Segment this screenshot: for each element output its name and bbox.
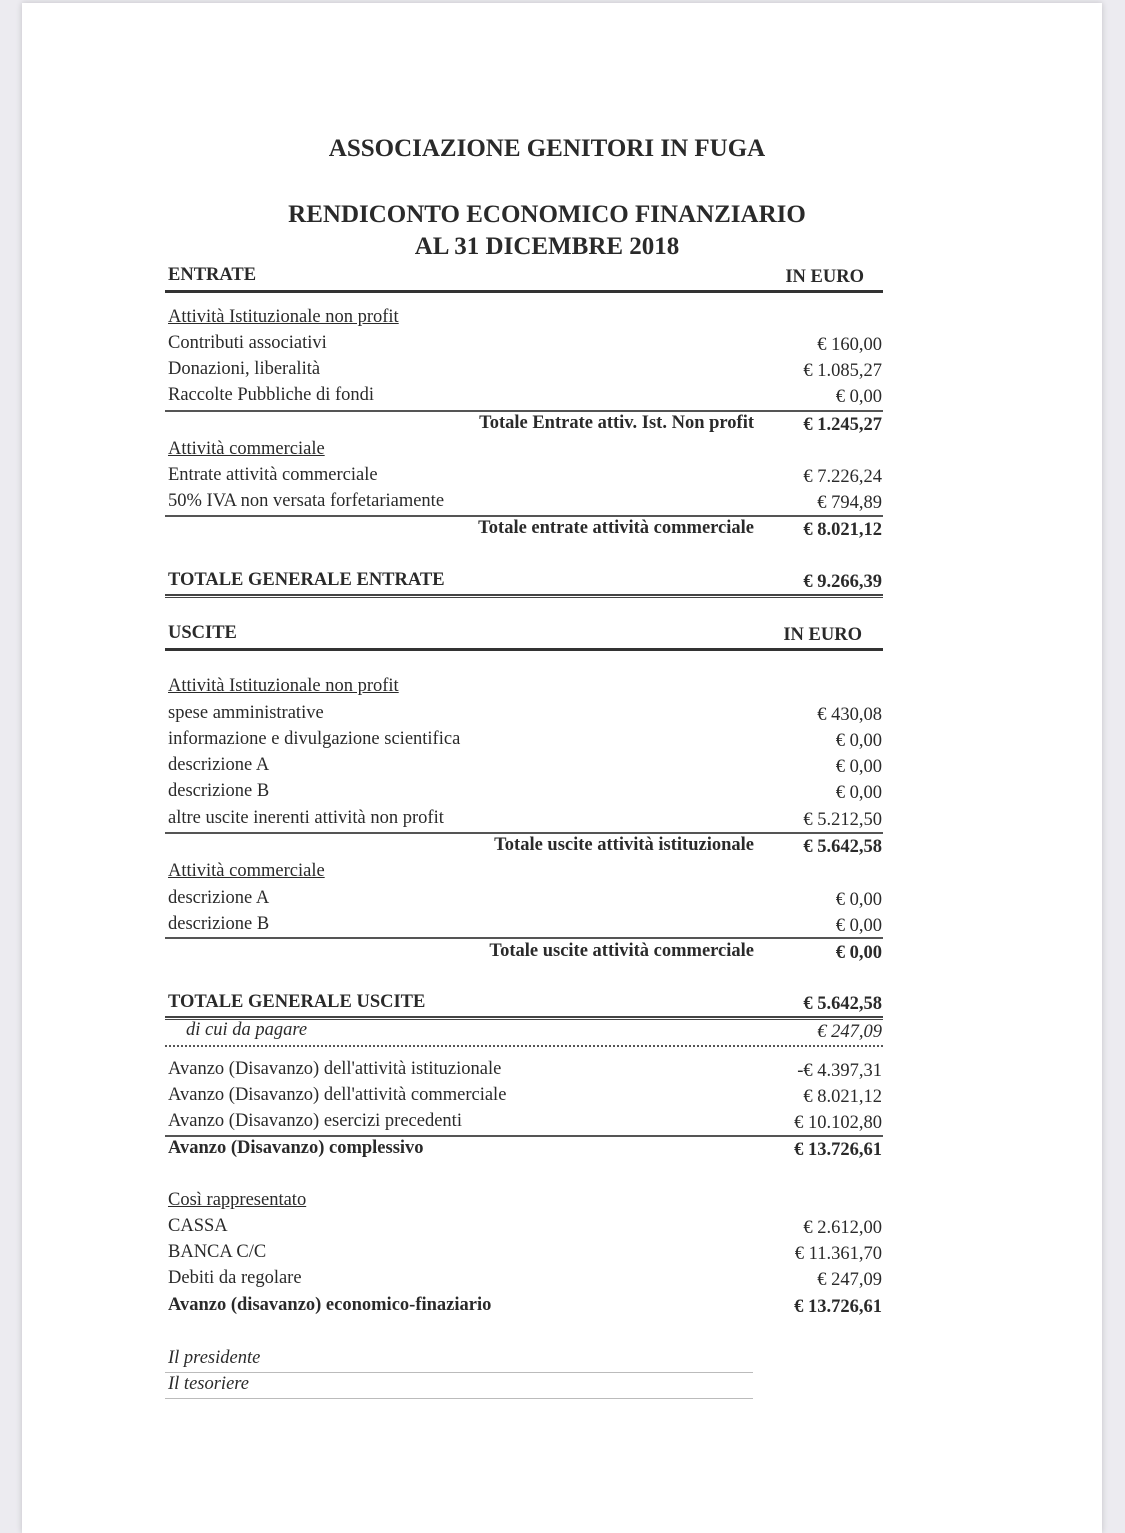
grand-total-row: TOTALE GENERALE USCITE € 5.642,58 [168,992,882,1014]
section-heading: Attività Istituzionale non profit [168,676,399,696]
avanzo-total-row: Avanzo (Disavanzo) complessivo € 13.726,61 [168,1138,882,1160]
table-row: CASSA € 2.612,00 [168,1216,882,1238]
divider [165,410,883,412]
table-row: descrizione B € 0,00 [168,781,882,803]
table-row: Entrate attività commerciale € 7.226,24 [168,465,882,487]
divider [165,937,883,939]
divider [165,832,883,834]
dotted-divider [165,1045,883,1047]
table-row: Contributi associativi € 160,00 [168,333,882,355]
entrate-header [168,265,882,291]
report-date: AL 31 DICEMBRE 2018 [414,233,680,260]
signature-presidente: Il presidente [168,1348,261,1368]
document-page [22,3,1102,1533]
table-row: BANCA C/C € 11.361,70 [168,1242,882,1264]
double-divider [165,594,883,598]
subtotal-row: Totale uscite attività istituzionale € 5.642,58 [494,835,882,857]
uscite-heading: USCITE [168,623,237,643]
table-row: Raccolte Pubbliche di fondi € 0,00 [168,385,882,407]
table-row: descrizione A € 0,00 [168,888,882,910]
table-row: informazione e divulgazione scientifica € 0,00 [168,729,882,751]
report-title: RENDICONTO ECONOMICO FINANZIARIO [288,201,806,228]
entrate-currency-label: IN EURO [785,267,864,287]
organization-title: ASSOCIAZIONE GENITORI IN FUGA [328,135,766,162]
table-row: Debiti da regolare € 247,09 [168,1268,882,1290]
signature-line [165,1372,753,1373]
section-heading: Attività commerciale [168,861,325,881]
table-row: spese amministrative € 430,08 [168,703,882,725]
subtotal-row: Totale uscite attività commerciale € 0,00 [489,941,882,963]
rappresentato-total-row: Avanzo (disavanzo) economico-finaziario € 13.726,61 [168,1295,882,1317]
table-row: Avanzo (Disavanzo) dell'attività commerciale € 8.021,12 [168,1085,882,1107]
da-pagare-row: di cui da pagare € 247,09 [186,1020,882,1042]
uscite-header [168,623,882,649]
signature-tesoriere: Il tesoriere [168,1374,250,1394]
table-row: Donazioni, liberalità € 1.085,27 [168,359,882,381]
table-row: Avanzo (Disavanzo) esercizi precedenti € 10.102,80 [168,1111,882,1133]
grand-total-row: TOTALE GENERALE ENTRATE € 9.266,39 [168,570,882,592]
subtotal-row: Totale Entrate attiv. Ist. Non profit € 1.245,27 [479,413,882,435]
subtotal-row: Totale entrate attività commerciale € 8.021,12 [478,518,882,540]
section-heading: Attività Istituzionale non profit [168,307,399,327]
section-heading: Così rappresentato [168,1190,307,1210]
divider [165,290,883,293]
divider [165,515,883,517]
entrate-heading: ENTRATE [168,265,257,285]
table-row: 50% IVA non versata forfetariamente € 794,89 [168,491,882,513]
divider [165,1135,883,1137]
table-row: altre uscite inerenti attività non profit € 5.212,50 [168,808,882,830]
uscite-currency-label: IN EURO [783,625,862,645]
table-row: descrizione B € 0,00 [168,914,882,936]
divider [165,648,883,651]
section-heading: Attività commerciale [168,439,325,459]
signature-line [165,1398,753,1399]
table-row: Avanzo (Disavanzo) dell'attività istituzionale -€ 4.397,31 [168,1059,882,1081]
table-row: descrizione A € 0,00 [168,755,882,777]
